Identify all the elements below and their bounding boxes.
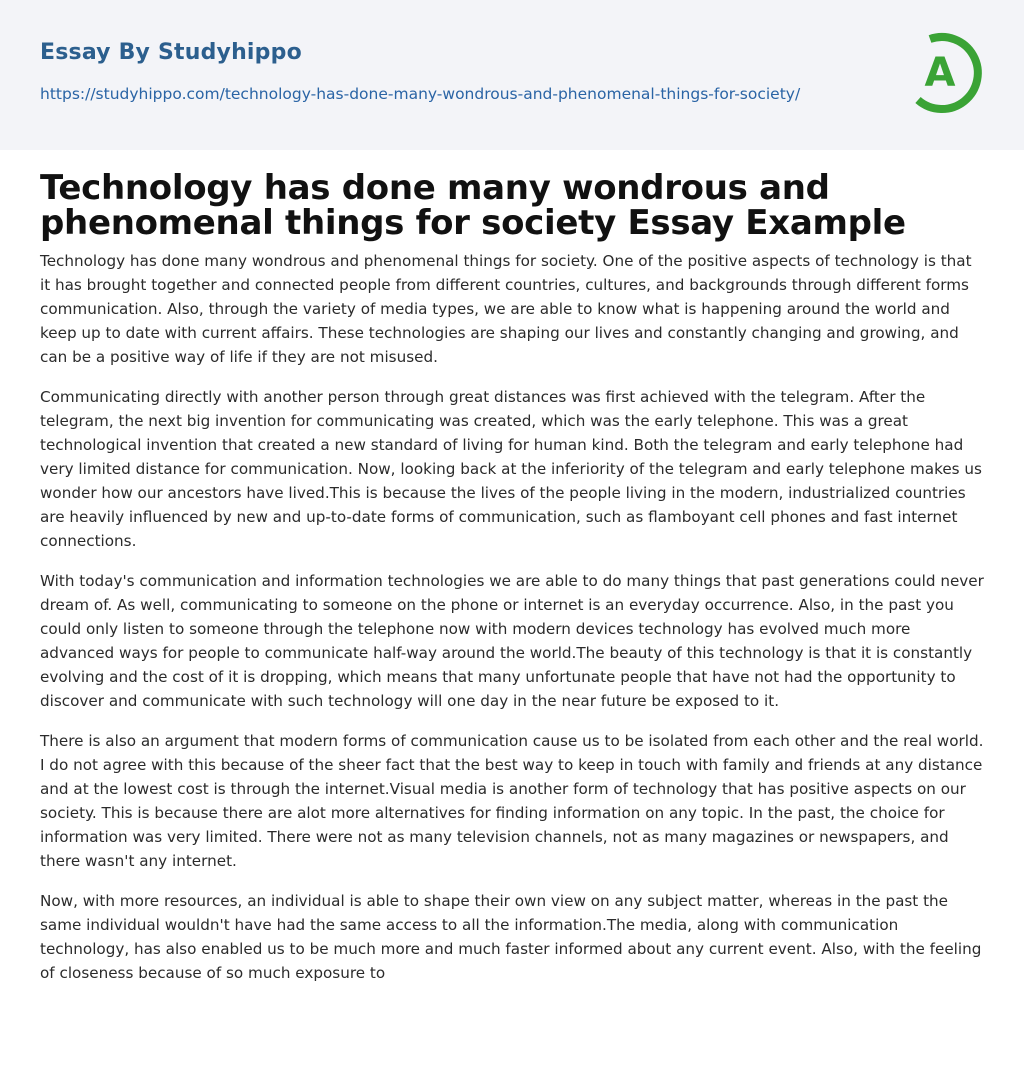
article xyxy=(0,150,1024,985)
essay-body xyxy=(40,249,984,985)
studyhippo-logo-icon[interactable] xyxy=(908,28,988,116)
site-brand[interactable]: Essay By Studyhippo xyxy=(40,40,302,65)
essay-paragraph: With today's communication and information technologies we are able to do many things that past generations could never dream of. As well, communicating to someone on the phone or internet is an everyday occurrence. Also, in the past you could only listen to someone through the telephone now with modern devices technology has evolved much more advanced ways for people to communicate half-way around the world.The beauty of this technology is that it is constantly evolving and the cost of it is dropping, which means that many unfortunate people that have not had the opportunity to discover and communicate with such technology will one day in the near future be exposed to it. xyxy=(40,572,984,710)
essay-title: Technology has done many wondrous and phenomenal things for society Essay Example xyxy=(40,168,906,243)
site-header xyxy=(0,0,1024,150)
essay-url-link[interactable]: https://studyhippo.com/technology-has-done-many-wondrous-and-phenomenal-things-for-society/ xyxy=(40,85,801,103)
essay-paragraph: Now, with more resources, an individual is able to shape their own view on any subject matter, whereas in the past the same individual wouldn't have had the same access to all the information.The media, along with communication technology, has also enabled us to be much more and much faster informed about any current event. Also, with the feeling of closeness because of so much exposure to xyxy=(40,892,982,982)
logo-letter: A xyxy=(924,50,956,96)
essay-paragraph: There is also an argument that modern forms of communication cause us to be isolated from each other and the real world. I do not agree with this because of the sheer fact that the best way to keep in touch with family and friends at any distance and at the lowest cost is through the internet.Visual media is another form of technology that has positive aspects on our society. This is because there are alot more alternatives for finding information on any topic. In the past, the choice for information was very limited. There were not as many television channels, not as many magazines or newspapers, and there wasn't any internet. xyxy=(40,732,984,870)
essay-paragraph: Communicating directly with another person through great distances was first achieved with the telegram. After the telegram, the next big invention for communicating was created, which was the early telephone. This was a great technological invention that created a new standard of living for human kind. Both the telegram and early telephone had very limited distance for communication. Now, looking back at the inferiority of the telegram and early telephone makes us wonder how our ancestors have lived.This is because the lives of the people living in the modern, industrialized countries are heavily influenced by new and up-to-date forms of communication, such as flamboyant cell phones and fast internet connections. xyxy=(40,388,982,550)
essay-paragraph: Technology has done many wondrous and phenomenal things for society. One of the positive aspects of technology is that it has brought together and connected people from different countries, cultures, and backgrounds through different forms communication. Also, through the variety of media types, we are able to know what is happening around the world and keep up to date with current affairs. These technologies are shaping our lives and constantly changing and growing, and can be a positive way of life if they are not misused. xyxy=(40,252,972,366)
